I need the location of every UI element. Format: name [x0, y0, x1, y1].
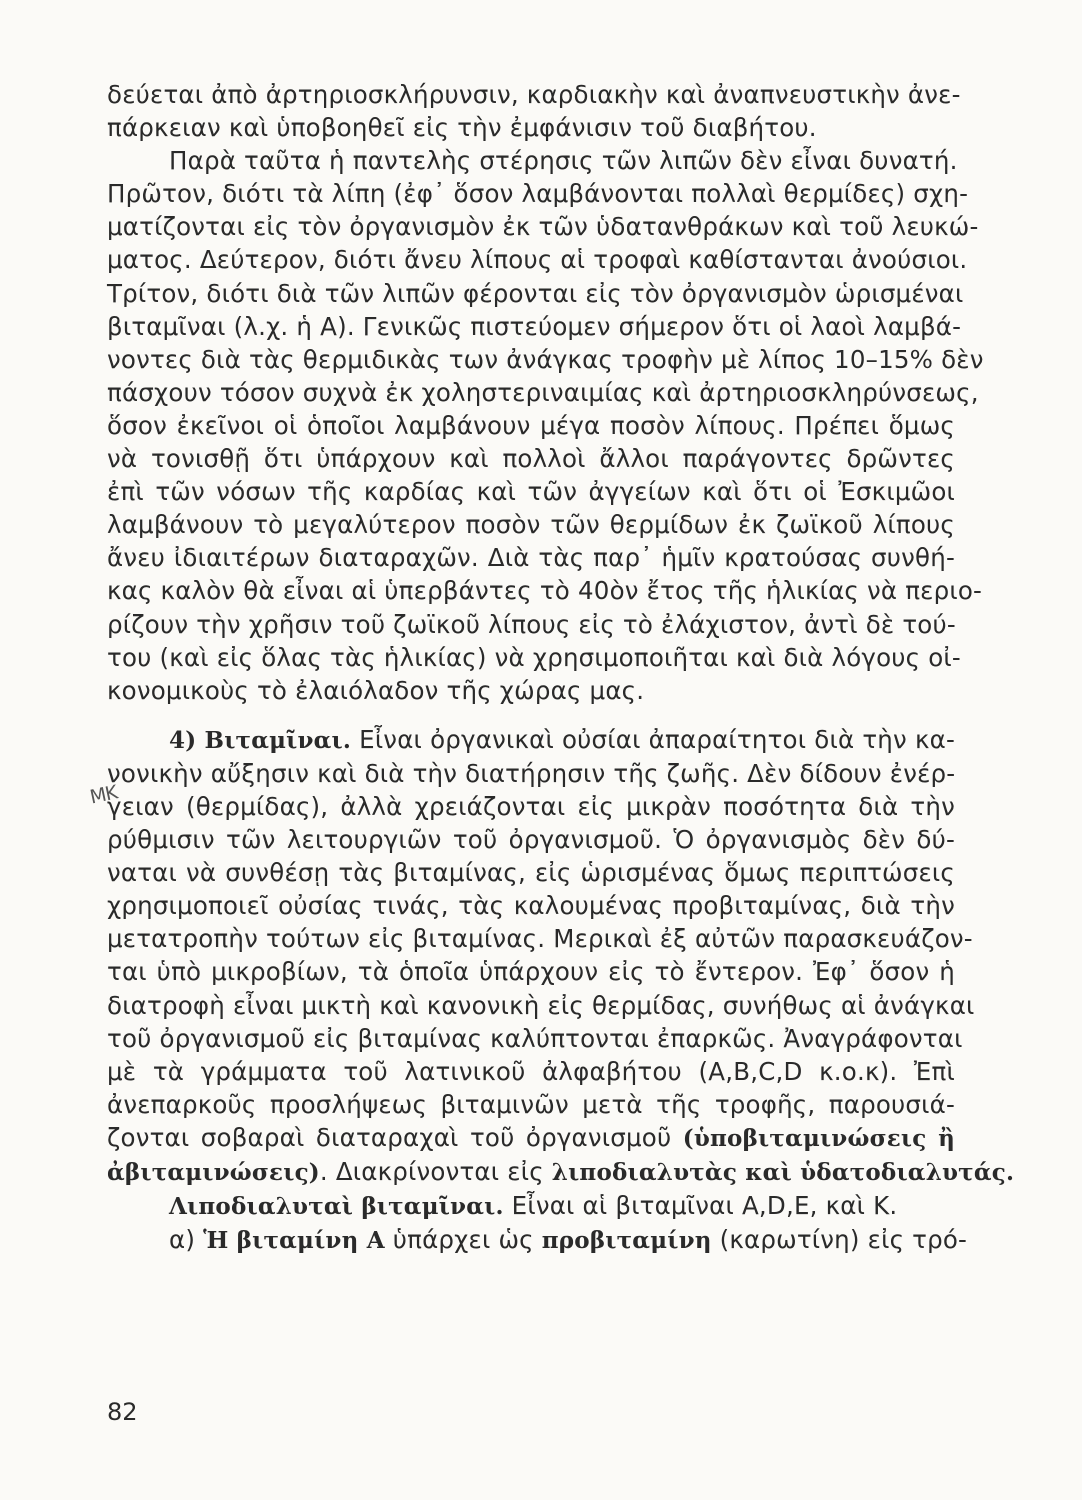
text-line: νὰ τονισθῇ ὅτι ὑπάρχουν καὶ πολλοὶ ἄλλοι παράγοντες δρῶντες [107, 444, 955, 474]
bold-term: Ἡ βιταμίνη Α [203, 1227, 385, 1255]
bold-term: ἀβιταμινώσεις) [107, 1159, 320, 1186]
text-line: μὲ τὰ γράμματα τοῦ λατινικοῦ ἀλφαβήτου (Α,Β,C,D κ.ο.κ). Ἐπὶ [107, 1056, 955, 1086]
text-line [107, 1155, 1015, 1189]
text-line: νοντες διὰ τὰς θερμιδικὰς των ἀνάγκας τροφὴν μὲ λίπος 10–15% δὲν [107, 344, 984, 374]
text-line: πάρκειαν καὶ ὑποβοηθεῖ εἰς τὴν ἐμφάνισιν τοῦ διαβήτου. [107, 113, 817, 143]
text-line: Τρίτον, διότι διὰ τῶν λιπῶν φέρονται εἰς τὸν ὀργανισμὸν ὡρισμέναι [107, 278, 964, 308]
bold-term: 4) Βιταμῖναι. [169, 726, 352, 754]
text-line: ρύθμισιν τῶν λειτουργιῶν τοῦ ὀργανισμοῦ. Ὁ ὀργανισμὸς δὲν δύ- [107, 825, 955, 855]
text-line: κονομικοὺς τὸ ἐλαιόλαδον τῆς χώρας μας. [107, 675, 645, 705]
text-line: λαμβάνουν τὸ μεγαλύτερον ποσὸν τῶν θερμίδων ἐκ ζωϊκοῦ λίπους [107, 510, 955, 540]
text-line: ὅσον ἐκεῖνοι οἱ ὁποῖοι λαμβάνουν μέγα ποσὸν λίπους. Πρέπει ὅμως [107, 410, 955, 440]
page-number: 82 [107, 1398, 138, 1426]
bold-term: προβιταμίνη [541, 1227, 712, 1255]
text-line: διατροφὴ εἶναι μικτὴ καὶ κανονικὴ εἰς θερμίδας, συνήθως αἱ ἀνάγκαι [107, 990, 975, 1020]
text-line: τοῦ ὀργανισμοῦ εἰς βιταμίνας καλύπτονται ἐπαρκῶς. Ἀναγράφονται [107, 1023, 963, 1053]
text-line: ματίζονται εἰς τὸν ὀργανισμὸν ἐκ τῶν ὑδατανθράκων καὶ τοῦ λευκώ- [107, 212, 979, 242]
handwritten-margin-note: ΜΚ [88, 781, 119, 809]
text-line: δεύεται ἀπὸ ἀρτηριοσκλήρυνσιν, καρδιακὴν καὶ ἀναπνευστικὴν ἀνε- [107, 80, 961, 109]
text-line: βιταμῖναι (λ.χ. ἡ Α). Γενικῶς πιστεύομεν σήμερον ὅτι οἱ λαοὶ λαμβά- [107, 311, 962, 341]
text-line: Παρὰ ταῦτα ἡ παντελὴς στέρησις τῶν λιπῶν δὲν εἶναι δυνατή. [169, 146, 958, 176]
text-run: ὑπάρχει ὡς [384, 1225, 542, 1255]
text-line: γειαν (θερμίδας), ἀλλὰ χρειάζονται εἰς μικρὰν ποσότητα διὰ τὴν [107, 791, 955, 821]
text-line: ἐπὶ τῶν νόσων τῆς καρδίας καὶ τῶν ἀγγείων καὶ ὅτι οἱ Ἐσκιμῶοι [107, 477, 955, 507]
text-line: ρίζουν τὴν χρῆσιν τοῦ ζωϊκοῦ λίπους εἰς τὸ ἐλάχιστον, ἀντὶ δὲ τού- [107, 609, 956, 639]
text-run: . Διακρίνονται εἰς [319, 1157, 552, 1186]
text-line [107, 1121, 955, 1155]
bold-term: λιποδιαλυτὰς καὶ ὑδατοδιαλυτάς. [551, 1159, 1015, 1186]
text-line [107, 723, 955, 757]
text-line: νονικὴν αὔξησιν καὶ διὰ τὴν διατήρησιν τῆς ζωῆς. Δὲν δίδουν ἐνέρ- [107, 758, 956, 788]
text-line: ται ὑπὸ μικροβίων, τὰ ὁποῖα ὑπάρχουν εἰς τὸ ἔντερον. Ἐφ᾽ ὅσον ἡ [107, 957, 955, 987]
paragraph-gap [107, 707, 955, 723]
text-line: μετατροπὴν τούτων εἰς βιταμίνας. Μερικαὶ ἐξ αὐτῶν παρασκευάζον- [107, 924, 973, 954]
text-line: πάσχουν τόσον συχνὰ ἐκ χοληστεριναιμίας καὶ ἀρτηριοσκληρύνσεως, [107, 377, 979, 407]
text-line: του (καὶ εἰς ὅλας τὰς ἡλικίας) νὰ χρησιμοποιῆται καὶ διὰ λόγους οἰ- [107, 642, 961, 672]
bold-term: (ὑποβιταμινώσεις ἢ [682, 1124, 955, 1152]
text-line: χρησιμοποιεῖ οὐσίας τινάς, τὰς καλουμένας προβιταμίνας, διὰ τὴν [107, 891, 955, 921]
text-line [107, 1189, 955, 1223]
bold-term: Λιποδιαλυταὶ βιταμῖναι. [169, 1193, 504, 1221]
text-line: ναται νὰ συνθέσῃ τὰς βιταμίνας, εἰς ὡρισμένας ὅμως περιπτώσεις [107, 858, 955, 888]
text-line: ἄνευ ἰδιαιτέρων διαταραχῶν. Διὰ τὰς παρ᾽ ἡμῖν κρατούσας συνθή- [107, 543, 955, 573]
page-body [107, 78, 1015, 1257]
text-line: Πρῶτον, διότι τὰ λίπη (ἐφ᾽ ὅσον λαμβάνονται πολλαὶ θερμίδες) σχη- [107, 179, 969, 209]
text-line [107, 1223, 968, 1257]
text-run: (καρωτίνη) εἰς τρό- [711, 1225, 968, 1255]
text-run: Εἶναι ὀργανικαὶ οὐσίαι ἀπαραίτητοι διὰ τὴν κα- [351, 724, 956, 754]
text-run: Εἶναι αἱ βιταμῖναι Α,D,Ε, καὶ Κ. [503, 1191, 898, 1221]
text-line: ἀνεπαρκοῦς προσλήψεως βιταμινῶν μετὰ τῆς τροφῆς, παρουσιά- [107, 1089, 955, 1119]
text-run: α) [169, 1225, 204, 1255]
text-line: κας καλὸν θὰ εἶναι αἱ ὑπερβάντες τὸ 40ὸν ἔτος τῆς ἡλικίας νὰ περιο- [107, 576, 983, 606]
text-run: ζονται σοβαραὶ διαταραχαὶ τοῦ ὀργανισμοῦ [107, 1122, 683, 1152]
text-line: ματος. Δεύτερον, διότι ἄνευ λίπους αἱ τροφαὶ καθίστανται ἀνούσιοι. [107, 245, 968, 275]
